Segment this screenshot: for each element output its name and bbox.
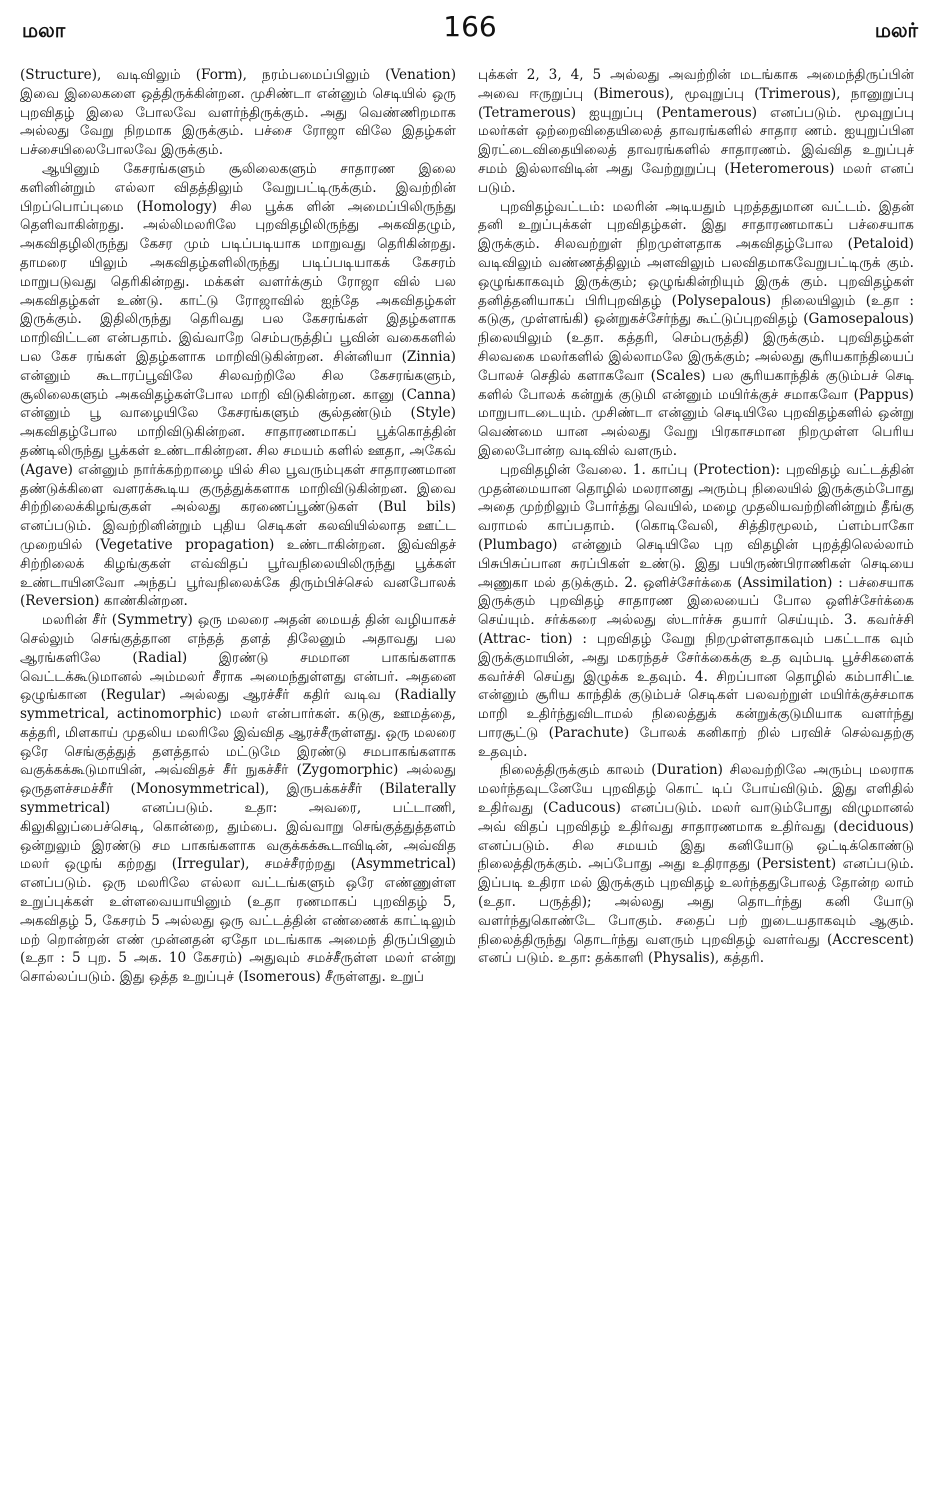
paragraph: புறவிதழின் வேலை. 1. காப்பு (Protection): புறவிதழ் வட்டத்தின் முதன்மையான தொழில் மலரானது அரும்பு நிலையில் இருக்கும்போது அதை முற்றிலும் போர்த்து வெயில், மழை முதலியவற்றினின்றும் தீங்கு வராமல் காப்பதாம். (கொடிவேலி, சித்திரமூலம், ப்ளம்பாகோ (Plumbago) என்னும் செடியிலே புற விதழின் புறத்திலெல்லாம் பிசுபிசுப்பான சுரப்பிகள் உண்டு. இது பயிருண்பிராணிகள் செடியை அணுகா மல் தடுக்கும். 2. ஒளிச்சேர்க்கை (Assimilation) : பச்சையாக இருக்கும் புறவிதழ் சாதாரண இலையைப் போல ஒளிச்சேர்க்கை செய்யும். சர்க்கரை அல்லது ஸ்டார்ச்சு தயார் செய்யும். 3. கவர்ச்சி (Attrac- tion) : புறவிதழ் வேறு நிறமுள்ளதாகவும் பகட்டாக வும் இருக்குமாயின், அது மகரந்தச் சேர்க்கைக்கு உத வும்படி பூச்சிகளைக் கவர்ச்சி செய்து இழுக்க உதவும். 4. சிறப்பான தொழில் கம்பாசிட்டீ என்னும் சூரிய காந்திக் குடும்பச் செடிகள் பலவற்றுள் மயிர்க்குச்சமாக மாறி உதிர்ந்துவிடாமல் நிலைத்துக் கன்றுக்குடுமியாக வளர்ந்து பாரசூட்டு (Parachute) போலக் கனிகாற் றில் பரவிச் செல்வதற்கு உதவும். — [478, 461, 914, 760]
paragraph: மலரின் சீர் (Symmetry) ஒரு மலரை அதன் மையத் தின் வழியாகச் செல்லும் செங்குத்தான எந்தத் தளத் திலேனும் அதாவது பல ஆரங்களிலே (Radial) இரண்டு சமமான பாகங்களாக வெட்டக்கூடுமானல் அம்மலர் சீராக அமைந்துள்ளது என்பர். அதனை ஒழுங்கான (Regular) அல்லது ஆரச்சீர் கதிர் வடிவ (Radially symmetrical, actinomorphic) மலர் என்பார்கள். கடுகு, ஊமத்தை, கத்தரி, மிளகாய் முதலிய மலரிலே இவ்வித ஆரச்சீருள்ளது. ஒரு மலரை ஒரே செங்குத்துத் தளத்தால் மட்டுமே இரண்டு சமபாகங்களாக வகுக்கக்கூடுமாயின், அவ்விதச் சீர் நுகச்சீர் (Zygomorphic) அல்லது ஒருதளச்சமச்சீர் (Monosymmetrical), இருபக்கச்சீர் (Bilaterally symmetrical) எனப்படும். உதா: அவரை, பட்டாணி, கிலுகிலுப்பைச்செடி, கொன்றை, தும்பை. இவ்வாறு செங்குத்துத்தளம் ஒன்றுலும் இரண்டு சம பாகங்களாக வகுக்கக்கூடாவிடின், அவ்வித மலர் ஒழுங் கற்றது (Irregular), சமச்சீரற்றது (Asymmetrical) எனப்படும். ஒரு மலரிலே எல்லா வட்டங்களும் ஒரே எண்ணுள்ள உறுப்புக்கள் உள்ளவையாயினும் (உதா ரணமாகப் புறவிதழ் 5, அகவிதழ் 5, கேசரம் 5 அல்லது ஒரு வட்டத்தின் எண்ணைக் காட்டிலும் மற் றொன்றன் எண் முன்னதன் ஏதோ மடங்காக அமைந் திருப்பினும் (உதா : 5 புற. 5 அக. 10 கேசரம்) அதுவும் சமச்சீருள்ள மலர் என்று சொல்லப்படும். இது ஒத்த உறுப்புச் (Isomerous) சீருள்ளது. உறுப் — [20, 612, 456, 986]
page-header — [20, 10, 920, 50]
paragraph: (Structure), வடிவிலும் (Form), நரம்பமைப்பிலும் (Venation) இவை இலைகளை ஒத்திருக்கின்றன. முசிண்டா என்னும் செடியில் ஒரு புறவிதழ் இலை போலவே வளர்ந்திருக்கும். அது வெண்ணிறமாக அல்லது வேறு நிறமாக இருக்கும். பச்சை ரோஜா விலே இதழ்கள் பச்சையிலைபோலவே இருக்கும். — [20, 67, 456, 159]
header-right-guide-word: மலர் — [874, 18, 918, 42]
paragraph: புக்கள் 2, 3, 4, 5 அல்லது அவற்றின் மடங்காக அமைந்திருப்பின் அவை ஈருறுப்பு (Bimerous), மூவுறுப்பு (Trimerous), நானுறுப்பு (Tetramerous) ஐயுறுப்பு (Pentamerous) எனப்படும். மூவுறுப்பு மலர்கள் ஒற்றைவிதையிலைத் தாவரங்களில் சாதார ணம். ஐயுறுப்பின இரட்டைவிதையிலைத் தாவரங்களில் சாதாரணம். இவ்வித உறுப்புச் சமம் இல்லாவிடின் அது வேற்றுறுப்பு (Heteromerous) மலர் எனப் படும். — [478, 67, 914, 196]
page-number: 166 — [443, 10, 497, 43]
paragraph: நிலைத்திருக்கும் காலம் (Duration) சிலவற்றிலே அரும்பு மலராக மலர்ந்தவுடனேயே புறவிதழ் கொட் டிப் போய்விடும். இது எளிதில் உதிர்வது (Caducous) எனப்படும். மலர் வாடும்போது விழுமானல் அவ் விதப் புறவிதழ் உதிர்வது சாதாரணமாக உதிர்வது (deciduous) எனப்படும். சில சமயம் இது கனியோடு ஒட்டிக்கொண்டு நிலைத்திருக்கும். அப்போது அது உதிராதது (Persistent) எனப்படும். இப்படி உதிரா மல் இருக்கும் புறவிதழ் உலர்ந்ததுபோலத் தோன்ற லாம் (உதா. பருத்தி); அல்லது அது தொடர்ந்து கனி யோடு வளர்ந்துகொண்டே போகும். சதைப் பற் றுடையதாகவும் ஆகும். நிலைத்திருந்து தொடர்ந்து வளரும் புறவிதழ் வளர்வது (Accrescent) எனப் படும். உதா: தக்காளி (Physalis), கத்தரி. — [478, 762, 914, 967]
paragraph: ஆயினும் கேசரங்களும் சூலிலைகளும் சாதாரண இலை களினின்றும் எல்லா விதத்திலும் வேறுபட்டிருக்கும். இவற்றின் பிறப்பொப்புமை (Homology) சில பூக்க ளின் அமைப்பிலிருந்து தெளிவாகின்றது. அல்லிமலரிலே புறவிதழிலிருந்து அகவிதழும், அகவிதழிலிருந்து கேசர மும் படிப்படியாக மாறுவது தெரிகின்றது. தாமரை யிலும் அகவிதழ்களிலிருந்து படிப்படியாகக் கேசரம் மாறுபடுவது தெரிகின்றது. மக்கள் வளர்க்கும் ரோஜா வில் பல அகவிதழ்கள் உண்டு. காட்டு ரோஜாவில் ஐந்தே அகவிதழ்கள் இருக்கும். இதிலிருந்து தெரிவது பல கேசரங்கள் இதழ்களாக மாறிவிட்டன என்பதாம். இவ்வாறே செம்பருத்திப் பூவின் வகைகளில் பல கேச ரங்கள் இதழ்களாக மாறிவிடுகின்றன. சின்னியா (Zinnia) என்னும் கூடாரப்பூவிலே சிலவற்றிலே சில கேசரங்களும், சூலிலைகளும் அகவிதழ்கள்போல மாறி விடுகின்றன. கானு (Canna) என்னும் பூ வாழையிலே கேசரங்களும் சூல்தண்டும் (Style) அகவிதழ்போல மாறிவிடுகின்றன. சாதாரணமாகப் பூக்கொத்தின் தண்டிலிருந்து பூக்கள் உண்டாகின்றன. சில சமயம் களில் ஊதா, அகேவ் (Agave) என்னும் நார்க்கற்றாழை யில் சில பூவரும்புகள் சாதாரணமான தண்டுக்கிளை வளரக்கூடிய குருத்துக்களாக மாறிவிடுகின்றன. இவை சிற்றிலைக்கிழங்குகள் அல்லது கரணைப்பூண்டுகள் (Bul bils) எனப்படும். இவற்றினின்றும் புதிய செடிகள் கலவியில்லாத ஊட்ட முறையில் (Vegetative propagation) உண்டாகின்றன. இவ்விதச் சிற்றிலைக் கிழங்குகள் எவ்விதப் பூர்வநிலையிலிருந்து பூக்கள் உண்டாயினவோ அந்தப் பூர்வநிலைக்கே திரும்பிச்செல் வனபோலக் (Reversion) காண்கின்றன. — [20, 160, 456, 610]
paragraph: புறவிதழ்வட்டம்: மலரின் அடியதும் புறத்ததுமான வட்டம். இதன் தனி உறுப்புக்கள் புறவிதழ்கள். இது சாதாரணமாகப் பச்சையாக இருக்கும். சிலவற்றுள் நிறமுள்ளதாக அகவிதழ்போல (Petaloid) வடிவிலும் வண்ணத்திலும் அளவிலும் பலவிதமாகவேறுபட்டிருக் கும். ஒழுங்காகவும் இருக்கும்; ஒழுங்கின்றியும் இருக் கும். புறவிதழ்கள் தனித்தனியாகப் பிரிபுறவிதழ் (Polysepalous) நிலையிலும் (உதா : கடுகு, முள்ளங்கி) ஒன்றுகச்சேர்ந்து கூட்டுப்புறவிதழ் (Gamosepalous) நிலையிலும் (உதா. கத்தரி, செம்பருத்தி) இருக்கும். புறவிதழ்கள் சிலவகை மலர்களில் இல்லாமலே இருக்கும்; அல்லது சூரியகாந்தியைப் போலச் செதில் களாகவோ (Scales) பல சூரியகாந்திக் குடும்பச் செடி களில் போலக் கன்றுக் குடுமி என்னும் மயிர்க்குச் சமாகவோ (Pappus) மாறுபாடடையும். முசிண்டா என்னும் செடியிலே புறவிதழ்களில் ஒன்று வெண்மை யான அல்லது வேறு பிரகாசமான நிறமுள்ள பெரிய இலைபோன்ற வடிவில் வளரும். — [478, 198, 914, 459]
right-column — [478, 66, 914, 1486]
header-left-guide-word: மலா — [22, 18, 66, 42]
left-column — [20, 66, 456, 1486]
